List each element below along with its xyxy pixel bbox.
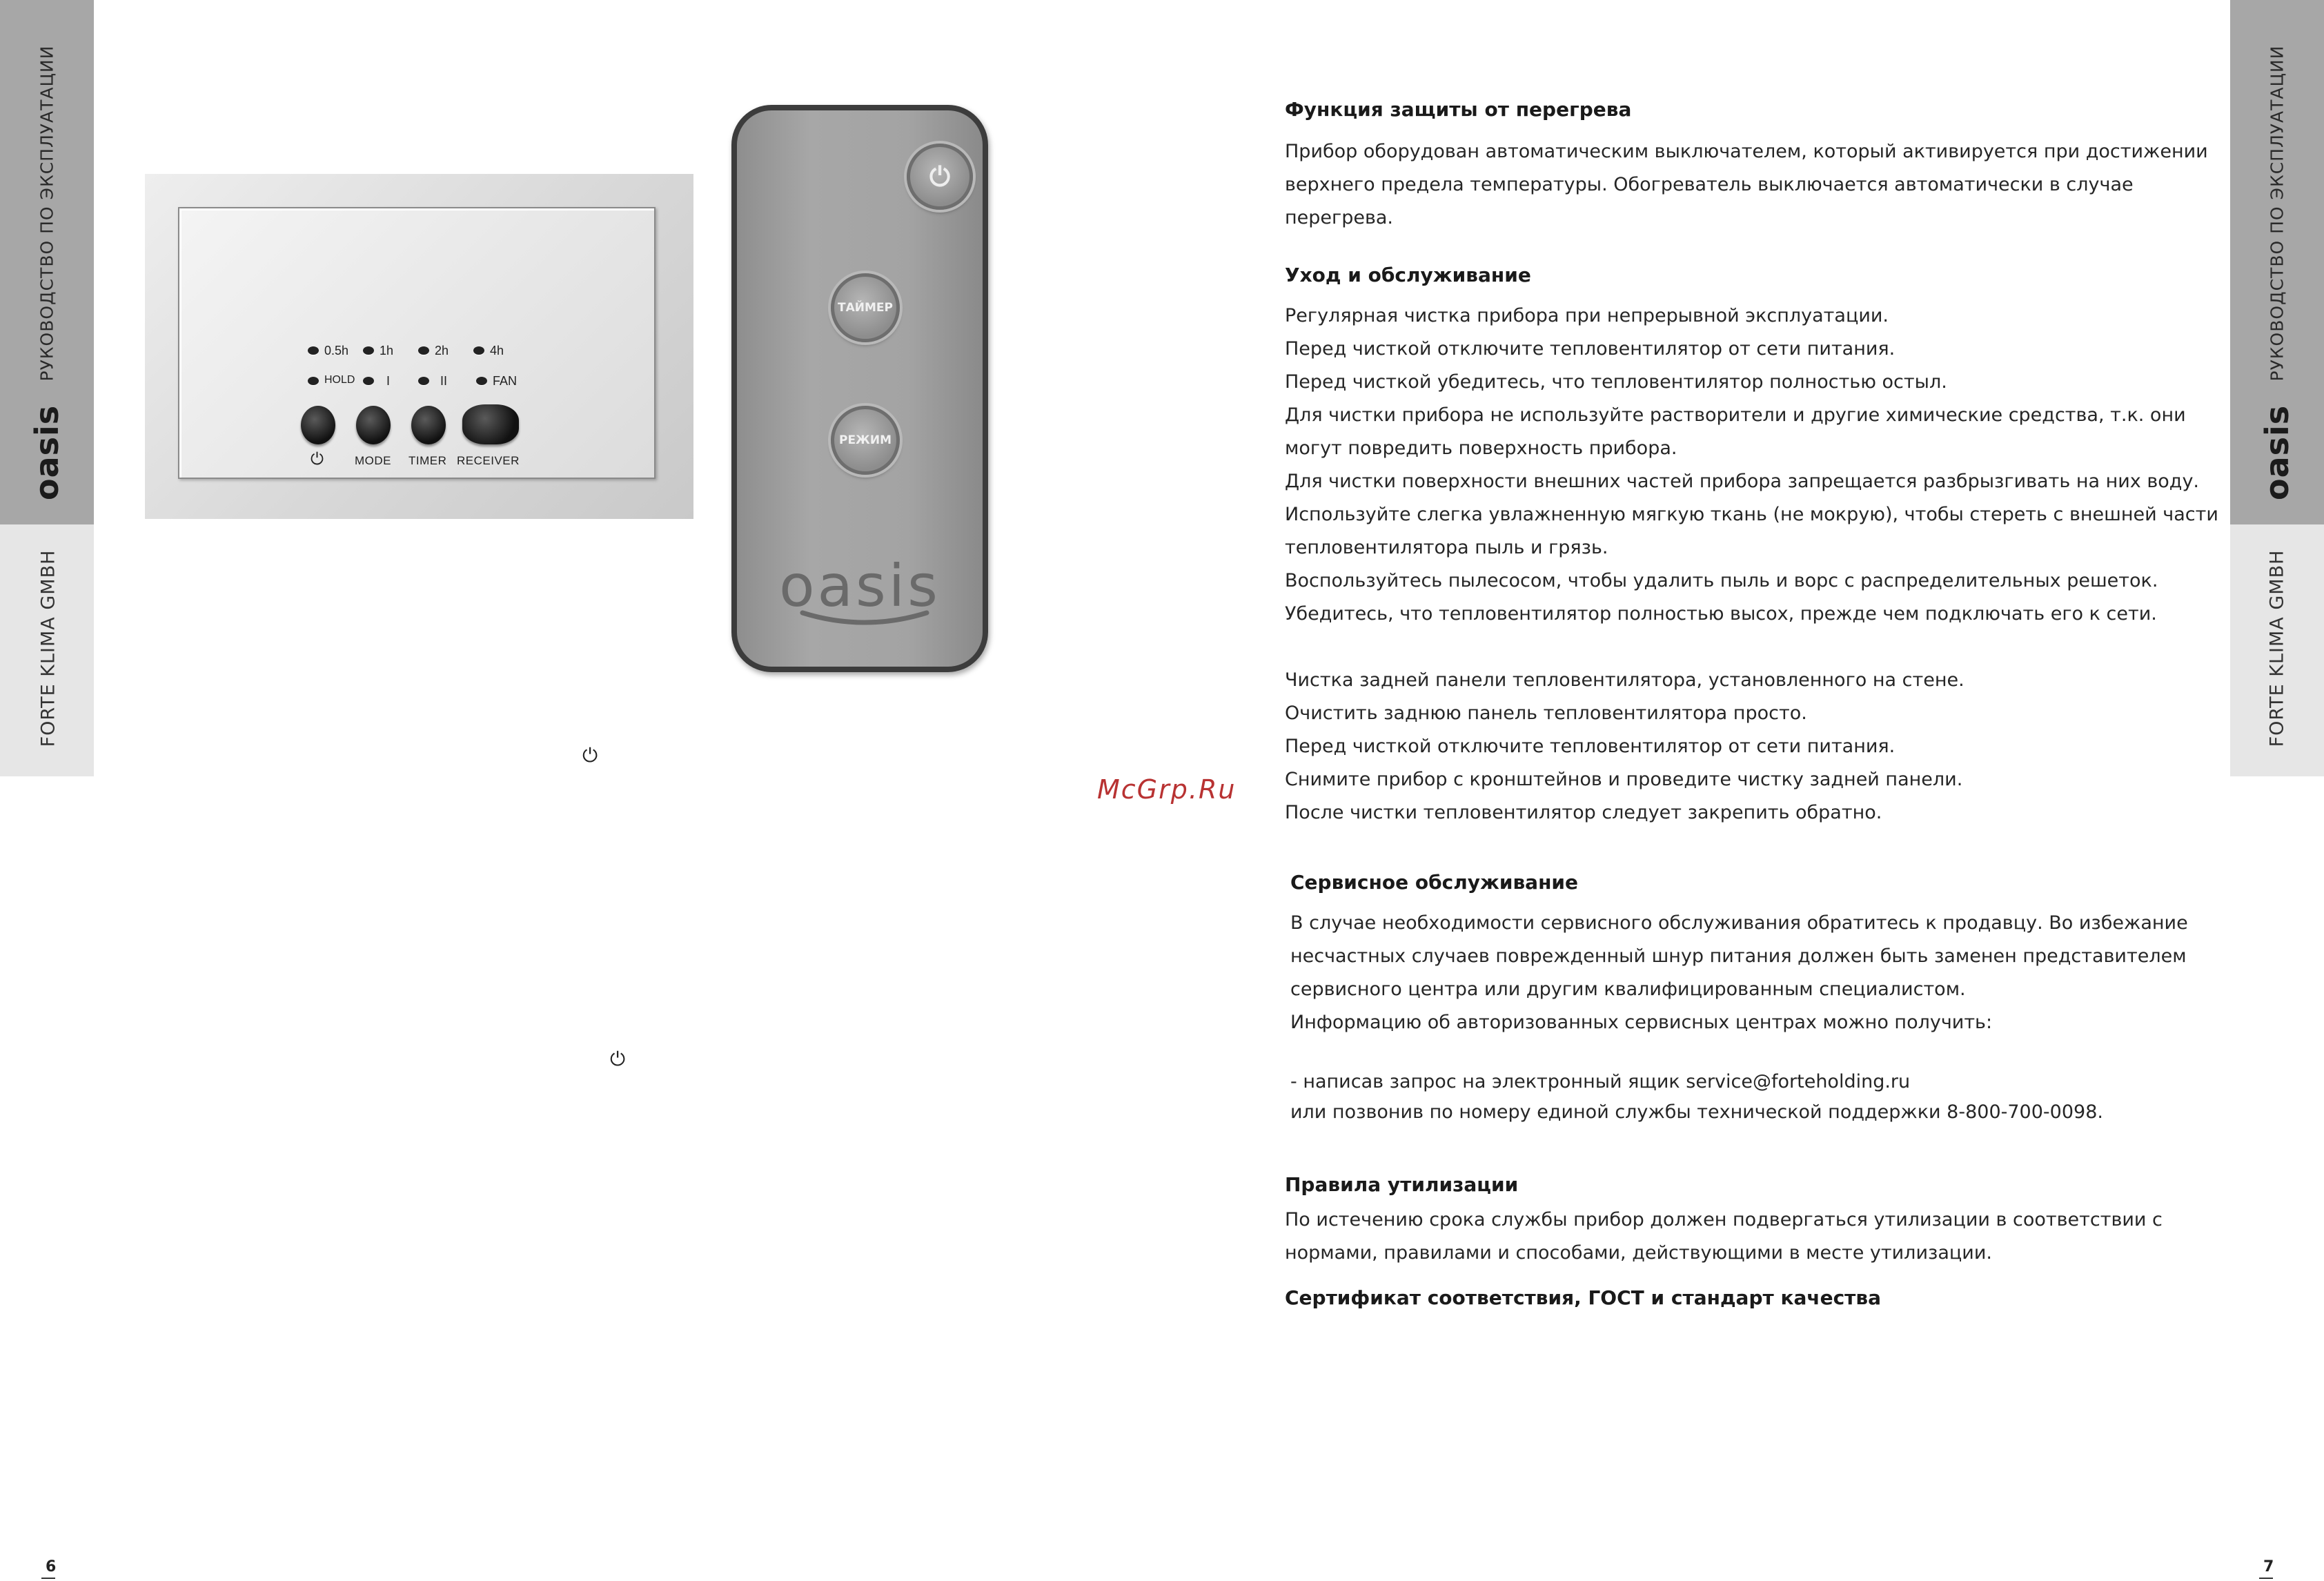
led-indicator: [308, 377, 319, 385]
led-indicator: [418, 346, 429, 355]
left-brand-logo: oasis: [28, 404, 66, 500]
certificate-heading: Сертификат соответствия, ГОСТ и стандарт качества: [1285, 1286, 1882, 1309]
text-line: могут повредить поверхность прибора.: [1285, 438, 1677, 459]
remote-logo-swoosh: [799, 607, 930, 635]
led-indicator: [363, 346, 374, 355]
led-label-fan: FAN: [493, 374, 518, 388]
power-icon: ⏻: [582, 744, 598, 767]
text-line: Используйте слегка увлажненную мягкую ткань (не мокрую), чтобы стереть с внешней части: [1285, 504, 2218, 525]
power-icon: ⏻: [929, 161, 951, 192]
left-company-label: FORTE KLIMA GMBH: [37, 549, 59, 747]
led-label-4h: 4h: [490, 344, 504, 357]
text-line: Убедитесь, что тепловентилятор полностью высох, прежде чем подключать его к сети.: [1285, 603, 2157, 625]
panel-receiver-label: RECEIVER: [457, 454, 520, 467]
remote-timer-label: ТАЙМЕР: [838, 301, 893, 315]
text-line: Прибор оборудован автоматическим выключателем, который активируется при достижении: [1285, 141, 2208, 162]
led-label-ii: II: [440, 374, 448, 388]
panel-timer-label: TIMER: [408, 454, 447, 467]
text-line: - написав запрос на электронный ящик service@forteholding.ru: [1290, 1071, 1911, 1092]
panel-receiver: [462, 404, 519, 444]
service-text: [1290, 907, 2188, 1039]
disposal-heading: Правила утилизации: [1285, 1173, 1519, 1196]
power-icon: ⏻: [610, 1048, 626, 1070]
panel-mode-label: MODE: [355, 454, 391, 467]
right-brand-logo: oasis: [2258, 404, 2296, 500]
led-indicator: [363, 377, 374, 385]
panel-mode-button[interactable]: [356, 406, 391, 444]
led-indicator: [476, 377, 487, 385]
overheat-heading: Функция защиты от перегрева: [1285, 98, 1632, 121]
text-line: Перед чисткой убедитесь, что тепловентилятор полностью остыл.: [1285, 371, 1947, 393]
disposal-text: [1285, 1204, 2163, 1270]
led-label-2h: 2h: [435, 344, 449, 357]
page-number-right: 7: [2263, 1558, 2274, 1575]
text-line: Воспользуйтесь пылесосом, чтобы удалить пыль и ворс с распределительных решеток.: [1285, 570, 2158, 591]
led-indicator: [473, 346, 484, 355]
right-company-label: FORTE KLIMA GMBH: [2266, 549, 2288, 747]
page-number-left: 6: [46, 1558, 57, 1575]
remote-mode-label: РЕЖИМ: [838, 433, 892, 447]
text-line: перегрева.: [1285, 207, 1393, 228]
page-number-underline: [2259, 1578, 2273, 1579]
panel-power-icon: ⏻: [311, 450, 324, 469]
led-label-1h: 1h: [380, 344, 394, 357]
text-line: Чистка задней панели тепловентилятора, установленного на стене.: [1285, 669, 1964, 691]
page-number-underline: [41, 1578, 55, 1579]
left-manual-label: РУКОВОДСТВО ПО ЭКСПЛУАТАЦИИ: [37, 45, 57, 382]
text-line: несчастных случаев поврежденный шнур питания должен быть заменен представителем: [1290, 945, 2187, 967]
remote-timer-button[interactable]: [831, 273, 900, 342]
care-heading: Уход и обслуживание: [1285, 264, 1531, 286]
text-line: Перед чисткой отключите тепловентилятор от сети питания.: [1285, 736, 1895, 757]
wall-care-text: [1285, 664, 1964, 829]
text-line: Для чистки прибора не используйте растворители и другие химические средства, т.к. они: [1285, 404, 2186, 426]
panel-timer-button[interactable]: [411, 406, 446, 444]
text-line: Перед чисткой отключите тепловентилятор от сети питания.: [1285, 338, 1895, 360]
led-label-hold: HOLD: [324, 374, 355, 386]
remote-power-button[interactable]: [907, 144, 973, 210]
control-panel-face: [178, 207, 656, 479]
text-line: верхнего предела температуры. Обогреватель выключается автоматически в случае: [1285, 174, 2134, 195]
remote-brand-logo: oasis: [779, 552, 941, 620]
led-label-05h: 0.5h: [324, 344, 349, 357]
service-contact: [1290, 1067, 2103, 1128]
text-line: тепловентилятора пыль и грязь.: [1285, 537, 1608, 558]
led-label-i: I: [386, 374, 391, 388]
care-text: [1285, 299, 2218, 631]
text-line: сервисного центра или другим квалифицированным специалистом.: [1290, 979, 1966, 1000]
text-line: нормами, правилами и способами, действующими в месте утилизации.: [1285, 1242, 1992, 1264]
led-indicator: [308, 346, 319, 355]
right-manual-label: РУКОВОДСТВО ПО ЭКСПЛУАТАЦИИ: [2267, 45, 2287, 382]
watermark: McGrp.Ru: [1097, 774, 1237, 805]
text-line: Регулярная чистка прибора при непрерывной эксплуатации.: [1285, 305, 1889, 326]
panel-power-button[interactable]: [301, 406, 335, 444]
remote-mode-button[interactable]: [831, 406, 900, 475]
overheat-text: [1285, 135, 2208, 235]
text-line: В случае необходимости сервисного обслуживания обратитесь к продавцу. Во избежание: [1290, 912, 2188, 934]
text-line: Информацию об авторизованных сервисных центрах можно получить:: [1290, 1012, 1993, 1033]
text-line: Для чистки поверхности внешних частей прибора запрещается разбрызгивать на них воду.: [1285, 471, 2200, 492]
led-indicator: [418, 377, 429, 385]
text-line: По истечению срока службы прибор должен подвергаться утилизации в соответствии с: [1285, 1209, 2163, 1230]
control-panel-image: [145, 174, 693, 519]
text-line: Очистить заднюю панель тепловентилятора просто.: [1285, 703, 1807, 724]
remote-control-image: [731, 105, 988, 672]
service-heading: Сервисное обслуживание: [1290, 871, 1579, 894]
text-line: После чистки тепловентилятор следует закрепить обратно.: [1285, 802, 1882, 823]
text-line: Снимите прибор с кронштейнов и проведите чистку задней панели.: [1285, 769, 1963, 790]
text-line: или позвонив по номеру единой службы технической поддержки 8-800-700-0098.: [1290, 1101, 2103, 1123]
